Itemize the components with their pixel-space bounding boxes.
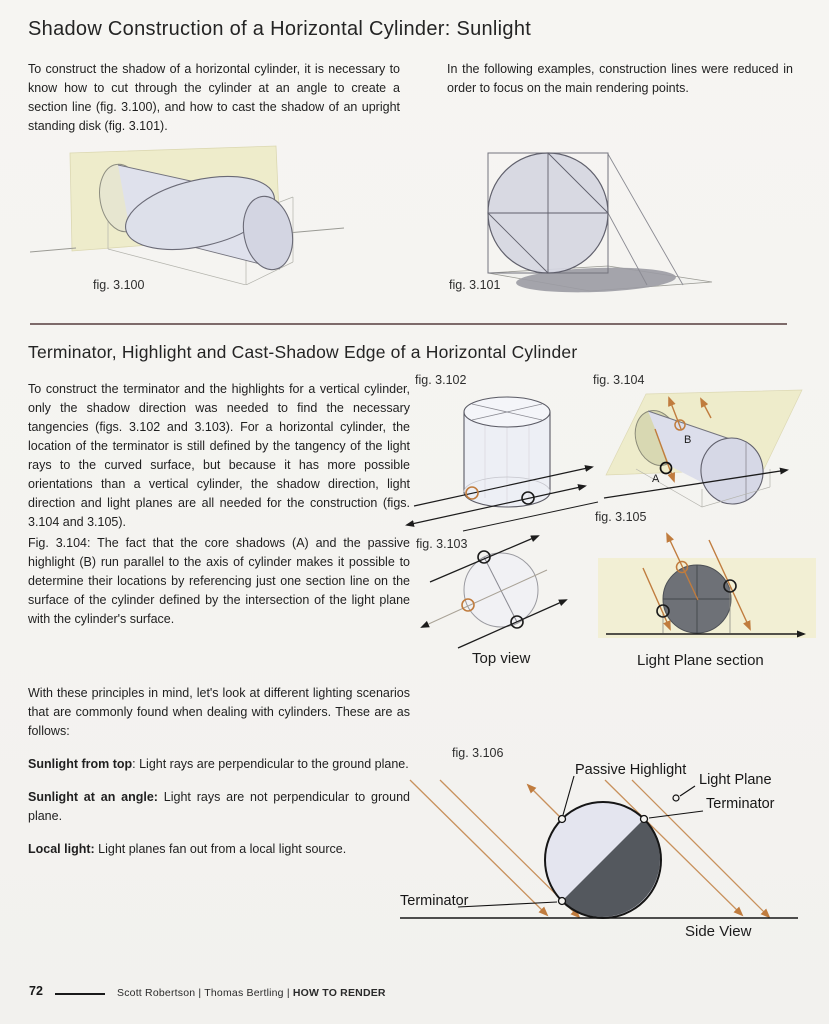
leader-passive-highlight bbox=[563, 776, 574, 815]
point-a-label: A bbox=[652, 473, 660, 485]
section-paragraph-2: Fig. 3.104: The fact that the core shadows (A) and the passive highlight (B) run parallel to the axis of cylinder makes it possible to determine their locations by referencing just one section line on the surface of the cylinder defined by the intersection of the light plane with the cylinder's surface. bbox=[28, 536, 410, 626]
figure-3-103-label: fig. 3.103 bbox=[416, 537, 468, 551]
section-title: Terminator, Highlight and Cast-Shadow Edge of a Horizontal Cylinder bbox=[28, 342, 578, 362]
terminator-bottom-annotation: Terminator bbox=[400, 893, 469, 909]
figure-3-103-caption: Top view bbox=[472, 650, 531, 667]
scenario-text: Light rays are not perpendicular to ground plane. bbox=[28, 790, 410, 823]
figure-3-105-caption: Light Plane section bbox=[637, 652, 764, 669]
figure-3-105-label: fig. 3.105 bbox=[595, 510, 647, 524]
terminator-top-dot bbox=[641, 816, 648, 823]
footer-authors: Scott Robertson | Thomas Bertling | bbox=[117, 987, 290, 999]
terminator-top-annotation: Terminator bbox=[706, 796, 775, 812]
construction-lines bbox=[608, 154, 683, 285]
section-divider-rule bbox=[30, 323, 787, 325]
shadow-direction-line-3 bbox=[463, 502, 598, 531]
figure-3-105-drawing bbox=[590, 526, 825, 644]
footer-credits bbox=[117, 987, 386, 999]
leader-light-plane bbox=[680, 786, 695, 796]
figure-3-101-label: fig. 3.101 bbox=[449, 278, 501, 292]
terminator-bottom-dot bbox=[559, 898, 566, 905]
figure-3-103-drawing bbox=[400, 528, 610, 656]
intro-paragraph-right: In the following examples, construction lines were reduced in order to focus on the main rendering points. bbox=[447, 62, 793, 95]
figure-3-101-drawing bbox=[440, 145, 810, 295]
light-plane-dot bbox=[673, 795, 679, 801]
footer-page-number: 72 bbox=[29, 984, 43, 998]
figure-3-100-drawing bbox=[30, 145, 410, 285]
figure-3-102-drawing bbox=[400, 385, 605, 537]
footer-book-title: HOW TO RENDER bbox=[292, 987, 386, 999]
figure-3-100-label: fig. 3.100 bbox=[93, 278, 145, 292]
lighting-scenarios-block bbox=[28, 684, 410, 859]
scenario-text: Light planes fan out from a local light source. bbox=[94, 842, 347, 856]
scenario-item-sunlight-angle bbox=[28, 788, 410, 826]
scenario-item-sunlight-top bbox=[28, 755, 410, 774]
light-plane-annotation: Light Plane bbox=[699, 772, 772, 788]
lighting-scenarios-intro: With these principles in mind, let's look at different lighting scenarios that are commonly found when dealing with cylinders. These are as follows: bbox=[28, 686, 410, 738]
section-paragraph-1: To construct the terminator and the highlights for a vertical cylinder, only the shadow direction was needed to find the necessary tangencies (figs. 3.102 and 3.103). For a horizontal cylinder, the location of the terminator is still defined by the tangency of the light rays to the curved surface, but because it has more possible orientations than a vertical cylinder, the shadow direction, light direction and light planes are all needed for the construction (figs. 3.104 and 3.105). bbox=[28, 382, 410, 529]
page-title: Shadow Construction of a Horizontal Cylinder: Sunlight bbox=[28, 18, 532, 40]
scenario-label: Sunlight from top bbox=[28, 757, 133, 771]
figure-3-106-caption: Side View bbox=[685, 923, 752, 940]
figure-3-104-label: fig. 3.104 bbox=[593, 373, 645, 387]
point-b-label: B bbox=[684, 434, 692, 446]
leader-terminator-bottom bbox=[458, 902, 557, 907]
scenario-item-local-light bbox=[28, 840, 410, 859]
passive-highlight-dot bbox=[559, 816, 566, 823]
scenario-text: : Light rays are perpendicular to the ground plane. bbox=[132, 757, 409, 771]
scenario-label: Local light: bbox=[28, 842, 95, 856]
passive-highlight-annotation: Passive Highlight bbox=[575, 762, 687, 778]
leader-terminator-top bbox=[649, 811, 703, 818]
figure-3-102-label: fig. 3.102 bbox=[415, 373, 467, 387]
scenario-label: Sunlight at an angle: bbox=[28, 790, 158, 804]
figure-3-106-label: fig. 3.106 bbox=[452, 746, 504, 760]
intro-paragraph-left: To construct the shadow of a horizontal cylinder, it is necessary to know how to cut through the cylinder at an angle to create a section line (fig. 3.100), and how to cast the shadow of an upright standing disk (fig. 3.101). bbox=[28, 62, 400, 133]
footer-rule bbox=[55, 993, 105, 995]
